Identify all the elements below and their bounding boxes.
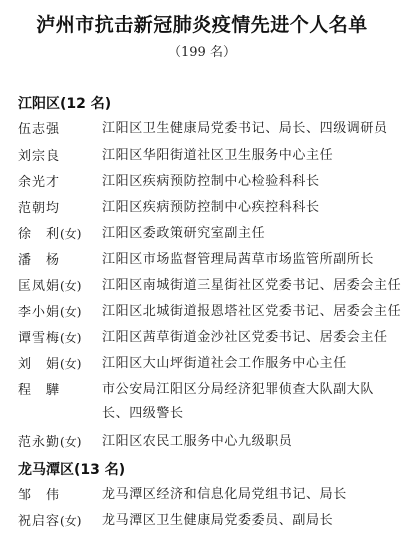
person-title: 江阳区北城街道报恩塔社区党委书记、居委会主任	[102, 304, 402, 319]
person-title: 江阳区南城街道三星街社区党委书记、居委会主任	[102, 278, 402, 293]
list-item	[18, 378, 398, 426]
person-name: 潘 杨	[18, 253, 61, 268]
person-name: 李小娟(女)	[18, 305, 82, 320]
list-item	[18, 170, 398, 194]
person-title: 江阳区农民工服务中心九级职员	[102, 434, 293, 449]
person-title: 龙马潭区卫生健康局党委委员、副局长	[102, 513, 334, 528]
person-title: 江阳区大山坪街道社会工作服务中心主任	[102, 356, 347, 371]
list-item	[18, 483, 398, 507]
list-item	[18, 326, 398, 350]
person-name: 匡凤娟(女)	[18, 279, 82, 294]
person-name: 程 驊	[18, 383, 61, 398]
document-subtitle: （199 名）	[168, 45, 236, 60]
section-heading-longmatan: 龙马潭区(13 名)	[18, 462, 126, 478]
list-item	[18, 196, 398, 220]
person-name: 范永勤(女)	[18, 435, 82, 450]
person-title: 江阳区委政策研究室副主任	[102, 226, 266, 241]
person-title: 市公安局江阳区分局经济犯罪侦查大队副大队长、四级警长	[102, 382, 375, 421]
document-title: 泸州市抗击新冠肺炎疫情先进个人名单	[36, 14, 368, 36]
person-title: 龙马潭区经济和信息化局党组书记、局长	[102, 487, 347, 502]
section-heading-jiangyang: 江阳区(12 名)	[18, 96, 112, 112]
list-item	[18, 248, 398, 272]
list-item	[18, 300, 402, 324]
list-item	[18, 144, 398, 168]
person-title: 江阳区疾病预防控制中心疾控科科长	[102, 200, 320, 215]
person-name: 祝启容(女)	[18, 514, 82, 529]
person-name: 邹 伟	[18, 488, 61, 503]
person-name: 谭雪梅(女)	[18, 331, 82, 346]
person-name: 伍志强	[18, 122, 61, 137]
person-title: 江阳区市场监督管理局茜草市场监管所副所长	[102, 252, 375, 267]
person-name: 范朝均	[18, 201, 61, 216]
person-title: 江阳区疾病预防控制中心检验科科长	[102, 174, 320, 189]
person-name: 余光才	[18, 175, 61, 190]
person-name: 刘宗良	[18, 149, 61, 164]
list-item	[18, 274, 402, 298]
list-item	[18, 430, 398, 454]
list-item	[18, 222, 398, 246]
list-item	[18, 509, 398, 533]
person-name: 刘 娟(女)	[18, 357, 82, 372]
list-item	[18, 352, 398, 376]
person-title: 江阳区茜草街道金沙社区党委书记、居委会主任	[102, 330, 388, 345]
person-name: 徐 利(女)	[18, 227, 82, 242]
person-title: 江阳区卫生健康局党委书记、局长、四级调研员	[102, 121, 388, 136]
list-item	[18, 117, 398, 141]
person-title: 江阳区华阳街道社区卫生服务中心主任	[102, 148, 334, 163]
